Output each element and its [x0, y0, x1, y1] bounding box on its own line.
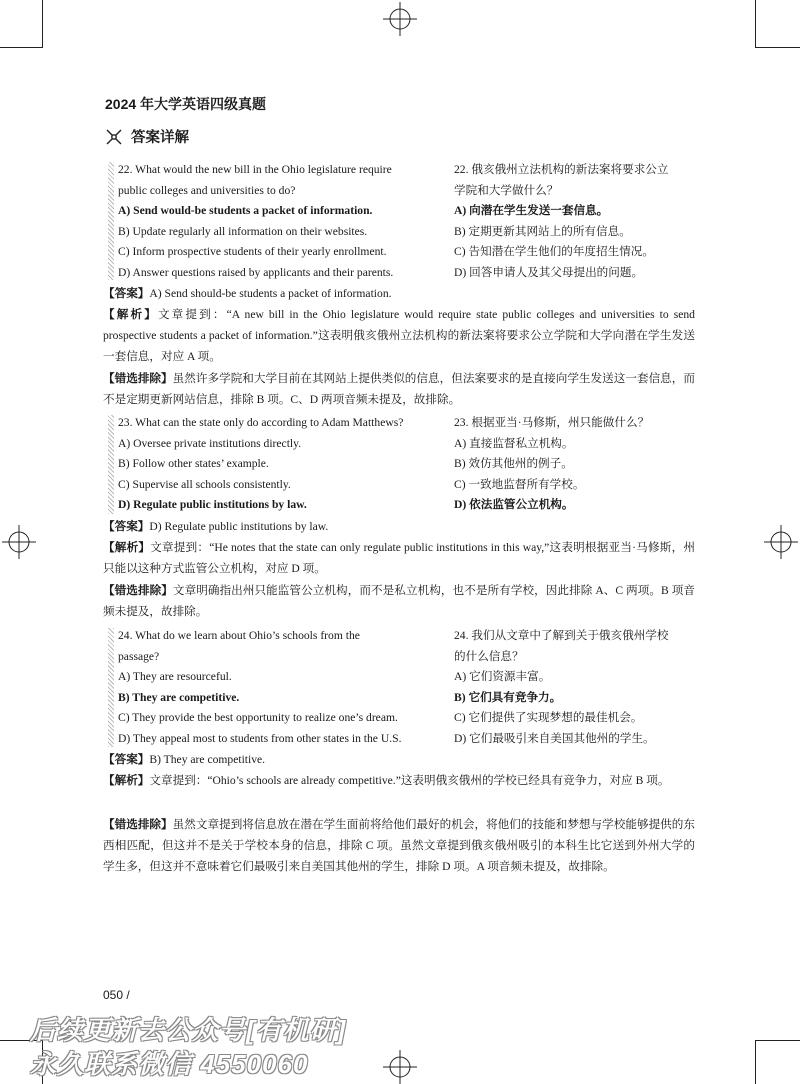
answer-text: B) They are competitive. — [149, 753, 266, 766]
registration-mark-icon — [764, 525, 798, 559]
option-a-correct: A) Send would-be students a packet of information. — [118, 204, 373, 217]
answer-23 — [103, 516, 695, 537]
exclusion-24 — [103, 814, 695, 877]
registration-mark-icon — [383, 2, 417, 36]
question-english — [118, 160, 448, 283]
option-c-zh: C) 它们提供了实现梦想的最佳机会。 — [454, 711, 643, 724]
option-d-zh: D) 回答申请人及其父母提出的问题。 — [454, 265, 644, 279]
option-c-zh: C) 一致地监督所有学校。 — [454, 477, 585, 491]
option-c: C) They provide the best opportunity to realize one’s dream. — [118, 711, 398, 724]
answer-22 — [103, 283, 695, 304]
exclusion-label: 【错选排除】 — [103, 584, 173, 597]
page-header-title: 2024 年大学英语四级真题 — [105, 96, 267, 112]
analysis-label: 【解析】 — [103, 308, 158, 321]
crop-mark — [42, 0, 43, 48]
question-chinese — [454, 160, 704, 283]
option-a: A) They are resourceful. — [118, 670, 232, 683]
option-a-zh: A) 直接监督私立机构。 — [454, 436, 574, 450]
analysis-label: 【解析】 — [103, 774, 150, 787]
analysis-22 — [103, 304, 695, 367]
analysis-23 — [103, 537, 695, 579]
question-block-23 — [108, 413, 698, 516]
option-a-zh-correct: A) 向潜在学生发送一套信息。 — [454, 204, 609, 217]
question-stem-zh: 24. 我们从文章中了解到关于俄亥俄州学校 — [454, 629, 669, 642]
exclusion-text: 文章明确指出州只能监管公立机构，而不是私立机构，也不是所有学校，因此排除 A、C 两项。B 项音频未提及，故排除。 — [103, 584, 695, 618]
question-chinese — [454, 413, 704, 516]
option-d: D) Answer questions raised by applicants and their parents. — [118, 265, 394, 279]
question-stem: 24. What do we learn about Ohio’s schools from the — [118, 629, 360, 642]
watermark-line-2: 永久联系微信 4550060 — [30, 1049, 309, 1079]
crop-mark — [755, 0, 756, 48]
option-b: B) Follow other states’ example. — [118, 457, 269, 470]
question-block-22 — [108, 160, 698, 282]
question-stem: 23. What can the state only do according to Adam Matthews? — [118, 416, 404, 429]
option-d: D) They appeal most to students from other states in the U.S. — [118, 731, 402, 745]
question-stem-zh: 23. 根据亚当·马修斯，州只能做什么？ — [454, 416, 650, 429]
section-title — [105, 126, 189, 147]
exclusion-23 — [103, 580, 695, 622]
question-stem-zh: 22. 俄亥俄州立法机构的新法案将要求公立 — [454, 163, 669, 176]
option-a: A) Oversee private institutions directly. — [118, 436, 302, 450]
option-d-zh-correct: D) 依法监管公立机构。 — [454, 498, 574, 511]
page-number: 050 / — [103, 988, 130, 1002]
answer-text: D) Regulate public institutions by law. — [149, 520, 329, 533]
option-b-zh-correct: B) 它们具有竞争力。 — [454, 690, 562, 704]
crop-mark — [756, 47, 800, 48]
analysis-text: 文章提到：“Ohio’s schools are already competitive.”这表明俄亥俄州的学校已经具有竞争力，对应 B 项。 — [149, 774, 670, 787]
crop-mark — [0, 47, 42, 48]
exclusion-text: 虽然文章提到将信息放在潜在学生面前将给他们最好的机会，将他们的技能和梦想与学校能够提供的东西相匹配，但这并不是关于学校本身的信息，排除 C 项。虽然文章提到俄亥俄州吸引的本科生比它送到外州大学的学生多，但这并不意味着它们最吸引来自美国其他州的学生，排除 D 项。A 项音频未提及，故排除。 — [103, 818, 695, 873]
crop-mark — [755, 1040, 756, 1084]
question-english — [118, 413, 448, 516]
watermark-line-1: 后续更新去公众号[有机研] — [30, 1015, 347, 1045]
option-c: C) Supervise all schools consistently. — [118, 477, 291, 491]
option-b: B) Update regularly all information on their websites. — [118, 224, 368, 238]
question-block-24 — [108, 626, 698, 749]
exclusion-22 — [103, 368, 695, 410]
answer-label: 【答案】 — [103, 287, 150, 300]
question-stem: 22. What would the new bill in the Ohio legislature require — [118, 163, 392, 176]
crop-mark — [756, 1040, 800, 1041]
analysis-label: 【解析】 — [103, 541, 151, 554]
question-english — [118, 626, 448, 749]
option-b-zh: B) 效仿其他州的例子。 — [454, 457, 573, 470]
question-bar — [108, 415, 114, 514]
option-a-zh: A) 它们资源丰富。 — [454, 670, 551, 683]
question-stem-zh: 的什么信息？ — [454, 649, 524, 663]
registration-mark-icon — [383, 1050, 417, 1084]
registration-mark-icon — [2, 525, 36, 559]
answer-label: 【答案】 — [103, 520, 150, 533]
exclusion-text: 虽然许多学院和大学目前在其网站上提供类似的信息，但法案要求的是直接向学生发送这一套信息，而不是定期更新网站信息，排除 B 项。C、D 两项音频未提及，故排除。 — [103, 372, 695, 406]
exclusion-label: 【错选排除】 — [103, 372, 173, 385]
section-title-text: 答案详解 — [131, 130, 189, 146]
option-d-zh: D) 它们最吸引来自美国其他州的学生。 — [454, 731, 655, 745]
question-stem: passage? — [118, 649, 160, 663]
question-stem-zh: 学院和大学做什么？ — [454, 183, 559, 197]
answer-text: A) Send should-be students a packet of information. — [149, 287, 392, 300]
question-chinese — [454, 626, 704, 749]
question-bar — [108, 162, 114, 280]
answer-24 — [103, 749, 695, 770]
answer-label: 【答案】 — [103, 753, 150, 766]
option-d-correct: D) Regulate public institutions by law. — [118, 498, 307, 511]
option-c-zh: C) 告知潜在学生他们的年度招生情况。 — [454, 245, 654, 258]
option-b-zh: B) 定期更新其网站上的所有信息。 — [454, 224, 631, 238]
option-c: C) Inform prospective students of their yearly enrollment. — [118, 245, 387, 258]
analysis-text: 文章提到：“A new bill in the Ohio legislature would require state public colleges and universities to send prospective students a packet of information.”这表明俄亥俄州立法机构的新法案将要求公立学院和大学向潜在学生发送一套信息，对应 A 项。 — [103, 308, 695, 363]
analysis-24 — [103, 770, 695, 791]
exclusion-label: 【错选排除】 — [103, 818, 173, 831]
network-icon — [105, 128, 123, 146]
analysis-text: 文章提到：“He notes that the state can only regulate public institutions in this way,”这表明根据亚当·马修斯，州只能以这种方式监管公立机构，对应 D 项。 — [103, 541, 695, 575]
question-stem: public colleges and universities to do? — [118, 183, 296, 197]
option-b-correct: B) They are competitive. — [118, 690, 240, 704]
question-bar — [108, 628, 114, 747]
